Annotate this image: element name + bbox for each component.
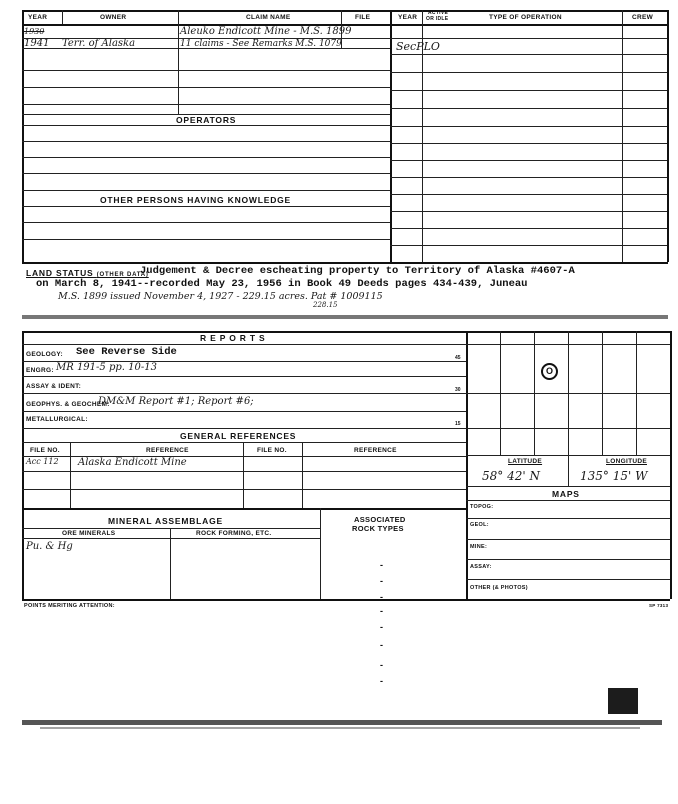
row-line <box>22 411 466 412</box>
row-line <box>22 206 390 207</box>
engrg-label: ENGRG: <box>26 367 54 374</box>
row-line <box>22 239 390 240</box>
reports-top-border <box>22 331 670 333</box>
row-line <box>390 54 667 55</box>
dash-mark: - <box>380 606 383 616</box>
row-line <box>390 108 667 109</box>
geol-label: GEOL: <box>470 522 489 528</box>
dash-mark: - <box>380 560 383 570</box>
row-line <box>22 70 390 71</box>
mineral-assemblage-header: MINERAL ASSEMBLAGE <box>108 516 223 526</box>
row-line <box>22 442 466 443</box>
maps-label: MAPS <box>552 489 580 499</box>
land-status-line3-overwrite: 228.15 <box>313 301 338 309</box>
row-line <box>22 393 466 394</box>
col-divider <box>302 442 303 508</box>
grid-line <box>466 428 670 429</box>
row-line <box>22 157 390 158</box>
row-line <box>390 160 667 161</box>
row-line <box>22 141 390 142</box>
scan-smudge-bottom <box>40 727 640 729</box>
row-line <box>466 518 670 519</box>
row-line <box>22 428 466 429</box>
assay-ident-label: ASSAY & IDENT: <box>26 383 82 390</box>
longitude-value: 135° 15' W <box>580 469 648 483</box>
col-divider <box>320 508 321 599</box>
idle-header: OR IDLE <box>426 16 449 22</box>
location-marker: O <box>541 363 558 380</box>
land-status-line3: M.S. 1899 issued November 4, 1927 - 229.15 acres. Pat # 1009115 <box>58 291 383 302</box>
grid-line <box>466 393 670 394</box>
land-status-title: LAND STATUS <box>26 268 94 278</box>
dash-mark: - <box>380 576 383 586</box>
latitude-label: LATITUDE <box>508 458 543 465</box>
col-divider <box>622 10 623 262</box>
type-of-operation-header: TYPE OF OPERATION <box>489 14 562 21</box>
row1-year: 1930 <box>24 27 45 36</box>
col-divider <box>70 442 71 508</box>
other-photos-label: OTHER (& PHOTOS) <box>470 585 528 591</box>
row-line <box>22 508 466 510</box>
ore-minerals-value: Pu. & Hg <box>26 541 73 552</box>
topog-label: TOPOG: <box>470 504 494 510</box>
land-status-label <box>26 268 149 278</box>
ore-minerals-label: ORE MINERALS <box>62 530 116 537</box>
latitude-value: 58° 42' N <box>482 469 540 483</box>
row-line <box>390 228 667 229</box>
dash-mark: - <box>380 640 383 650</box>
row-line <box>390 194 667 195</box>
land-status-line2: on March 8, 1941--recorded May 23, 1956 in Book 49 Deeds pages 434-439, Juneau <box>36 278 528 290</box>
row-line <box>466 500 670 501</box>
ref-col-reference-2: REFERENCE <box>354 447 397 454</box>
row-line <box>390 90 667 91</box>
bottom-border <box>22 599 670 601</box>
other-persons-label: OTHER PERSONS HAVING KNOWLEDGE <box>100 195 292 205</box>
row-line <box>390 126 667 127</box>
row2-owner: Terr. of Alaska <box>62 38 136 49</box>
reports-left-border <box>22 331 24 599</box>
row-line <box>22 344 466 345</box>
row-line <box>22 125 390 126</box>
engrg-value: MR 191-5 pp. 10-13 <box>56 362 157 373</box>
margin-number-30: 30 <box>455 387 461 393</box>
row-line <box>22 190 390 191</box>
geology-value: See Reverse Side <box>76 346 177 358</box>
col-divider <box>170 528 171 599</box>
ref-col-file-no-2: FILE NO. <box>257 447 287 454</box>
points-meriting-attention-label: POINTS MERITING ATTENTION: <box>24 603 115 609</box>
longitude-label: LONGITUDE <box>606 458 647 465</box>
row-line <box>22 87 390 88</box>
rock-forming-label: ROCK FORMING, ETC. <box>196 530 272 537</box>
row-line <box>390 245 667 246</box>
active-header: ACTIVE <box>428 10 449 16</box>
right-border <box>667 10 669 262</box>
form-number: SP 7313 <box>649 603 669 608</box>
geophys-label: GEOPHYS. & GEOCHEM: <box>26 401 110 408</box>
dash-mark: - <box>380 676 383 686</box>
col-divider <box>178 10 179 114</box>
margin-number-45: 45 <box>455 355 461 361</box>
land-status-line1: Judgement & Decree escheating property to Territory of Alaska #4607-A <box>140 265 575 277</box>
mine-label: MINE: <box>470 544 488 550</box>
row-line <box>22 538 320 539</box>
row-line <box>22 104 390 105</box>
assay-label: ASSAY: <box>470 564 492 570</box>
col-divider <box>243 442 244 508</box>
year-header: YEAR <box>28 14 48 21</box>
row-line <box>466 559 670 560</box>
general-references-header: GENERAL REFERENCES <box>180 431 297 441</box>
ref-row1-file-no: Acc 112 <box>26 457 59 466</box>
ref-row1-reference: Alaska Endicott Mine <box>78 457 187 468</box>
col-divider <box>62 10 63 24</box>
reports-header: R E P O R T S <box>200 333 266 343</box>
row-line <box>22 222 390 223</box>
row-line <box>466 539 670 540</box>
ref-col-reference-1: REFERENCE <box>146 447 189 454</box>
top-border <box>22 10 668 12</box>
row2-year: 1941 <box>24 38 50 49</box>
center-divider <box>390 10 392 262</box>
row1-claim: Aleuko Endicott Mine - M.S. 1899 <box>180 26 352 37</box>
row-line <box>390 143 667 144</box>
owner-header: OWNER <box>100 14 127 21</box>
activity-year-header: YEAR <box>398 14 418 21</box>
operators-label: OPERATORS <box>176 115 237 125</box>
rock-types-label: ROCK TYPES <box>352 524 404 533</box>
associated-label: ASSOCIATED <box>354 515 406 524</box>
scan-black-patch <box>608 688 638 714</box>
col-divider <box>568 455 569 486</box>
row-line <box>22 376 466 377</box>
row-line <box>466 486 670 487</box>
row-line <box>22 528 320 529</box>
row2-claim: 11 claims - See Remarks M.S. 1079 <box>180 39 342 49</box>
margin-number-15: 15 <box>455 421 461 427</box>
scan-smudge-bottom <box>22 720 662 725</box>
row-line <box>22 173 390 174</box>
crew-header: CREW <box>632 14 654 21</box>
row-line <box>390 211 667 212</box>
land-status-divider <box>22 262 668 264</box>
dash-mark: - <box>380 622 383 632</box>
row-line <box>22 471 466 472</box>
row-line <box>390 72 667 73</box>
land-status-sub: (OTHER DATA) <box>96 272 149 278</box>
row-line <box>466 579 670 580</box>
geophys-value: DM&M Report #1; Report #6; <box>98 396 254 407</box>
activity-entry: SecPLO <box>396 40 440 53</box>
dash-mark: - <box>380 592 383 602</box>
reports-right-border <box>670 331 672 599</box>
ref-col-file-no-1: FILE NO. <box>30 447 60 454</box>
row-line <box>390 177 667 178</box>
file-header: FILE <box>355 14 371 21</box>
claim-name-header: CLAIM NAME <box>246 14 291 21</box>
row-line <box>390 38 667 39</box>
scan-smudge <box>22 315 668 319</box>
dash-mark: - <box>380 660 383 670</box>
metallurgical-label: METALLURGICAL: <box>26 416 88 423</box>
geology-label: GEOLOGY: <box>26 351 63 358</box>
row-line <box>22 489 466 490</box>
